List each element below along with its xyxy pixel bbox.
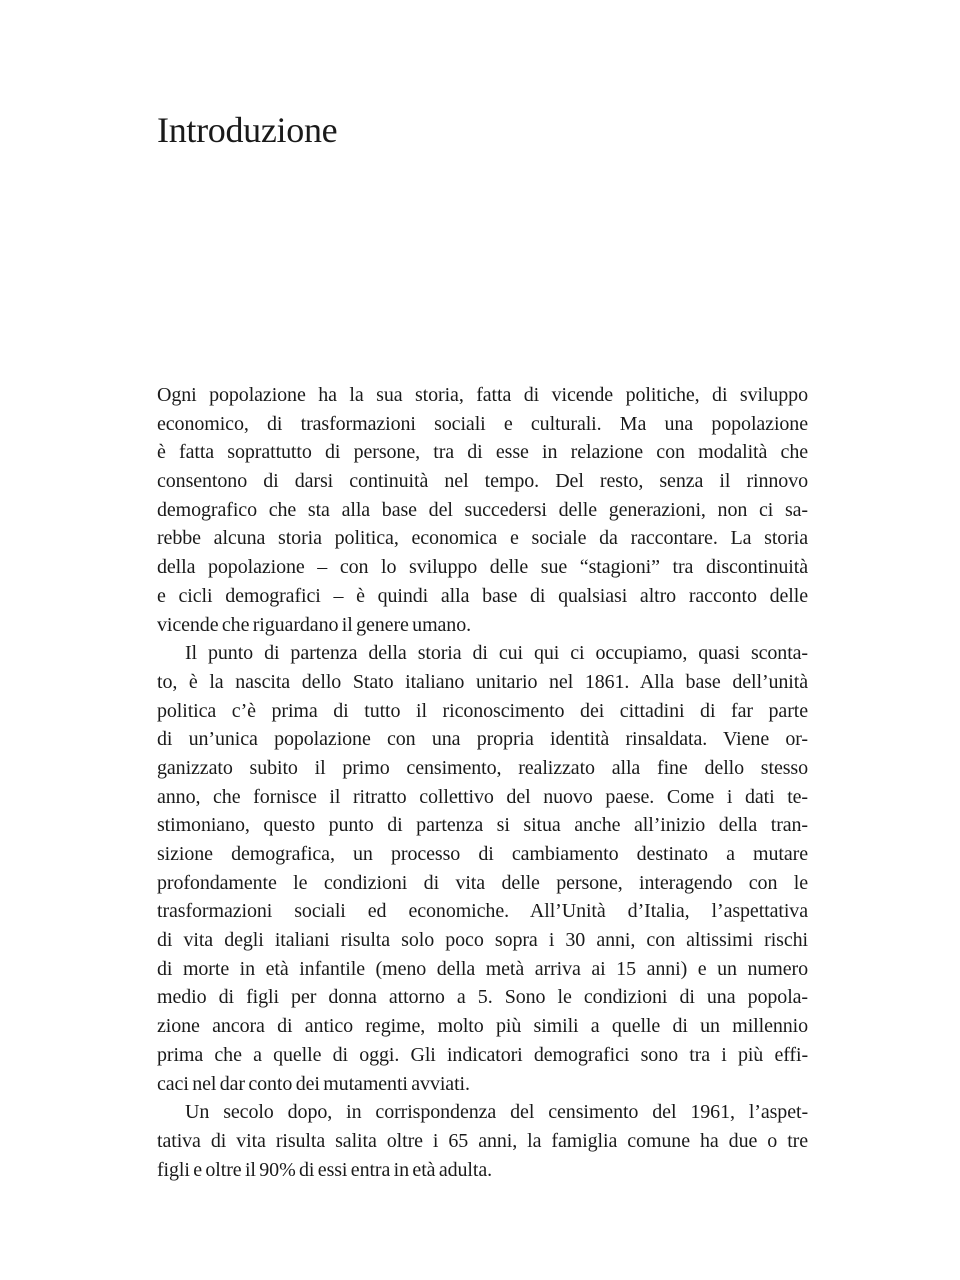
text-line: demografico che sta alla base del succedersi delle generazioni, non ci sa- — [157, 498, 808, 521]
paragraph — [157, 381, 808, 639]
text-line: zione ancora di antico regime, molto più simili a quelle di un millennio — [157, 1015, 808, 1038]
paragraph — [157, 1098, 808, 1184]
text-line: di vita degli italiani risulta solo poco sopra i 30 anni, con altissimi rischi — [157, 929, 808, 952]
text-line: figli e oltre il 90% di essi entra in età adulta. — [157, 1158, 492, 1181]
text-line: politica c’è prima di tutto il riconoscimento dei cittadini di far parte — [157, 699, 808, 722]
text-line: rebbe alcuna storia politica, economica e sociale da raccontare. La storia — [157, 527, 808, 550]
text-line: profondamente le condizioni di vita delle persone, interagendo con le — [157, 871, 808, 894]
text-line: trasformazioni sociali ed economiche. All’Unità d’Italia, l’aspettativa — [157, 900, 808, 923]
text-line: prima che a quelle di oggi. Gli indicatori demografici sono tra i più effi- — [157, 1043, 808, 1066]
text-line: Un secolo dopo, in corrispondenza del censimento del 1961, l’aspet- — [185, 1101, 808, 1124]
text-line: economico, di trasformazioni sociali e culturali. Ma una popolazione — [157, 412, 808, 435]
text-line: sizione demografica, un processo di cambiamento destinato a mutare — [157, 843, 808, 865]
text-line: di un’unica popolazione con una propria identità rinsaldata. Viene or- — [157, 728, 808, 751]
text-line: medio di figli per donna attorno a 5. Sono le condizioni di una popola- — [157, 986, 808, 1009]
text-line: della popolazione – con lo sviluppo delle sue “stagioni” tra discontinuità — [157, 556, 808, 579]
text-line: ganizzato subito il primo censimento, realizzato alla fine dello stesso — [157, 756, 808, 779]
text-line: vicende che riguardano il genere umano. — [157, 613, 472, 636]
text-line: è fatta soprattutto di persone, tra di esse in relazione con modalità che — [157, 441, 808, 464]
text-line: stimoniano, questo punto di partenza si situa anche all’inizio della tran- — [157, 814, 808, 837]
text-line: e cicli demografici – è quindi alla base di qualsiasi altro racconto delle — [157, 584, 808, 607]
text-line: tativa di vita risulta salita oltre i 65 anni, la famiglia comune ha due o tre — [157, 1129, 808, 1152]
body-text — [157, 381, 808, 1184]
chapter-title: Introduzione — [157, 110, 338, 150]
paragraph — [157, 639, 808, 1098]
text-line: Il punto di partenza della storia di cui qui ci occupiamo, quasi sconta- — [185, 642, 808, 665]
text-line: Ogni popolazione ha la sua storia, fatta di vicende politiche, di sviluppo — [157, 384, 808, 406]
text-line: to, è la nascita dello Stato italiano unitario nel 1861. Alla base dell’unità — [157, 670, 808, 693]
text-line: consentono di darsi continuità nel tempo. Del resto, senza il rinnovo — [157, 470, 808, 493]
text-line: di morte in età infantile (meno della metà arriva ai 15 anni) e un numero — [157, 957, 808, 980]
text-line: anno, che fornisce il ritratto collettivo del nuovo paese. Come i dati te- — [157, 785, 808, 808]
text-line: caci nel dar conto dei mutamenti avviati. — [157, 1072, 470, 1095]
